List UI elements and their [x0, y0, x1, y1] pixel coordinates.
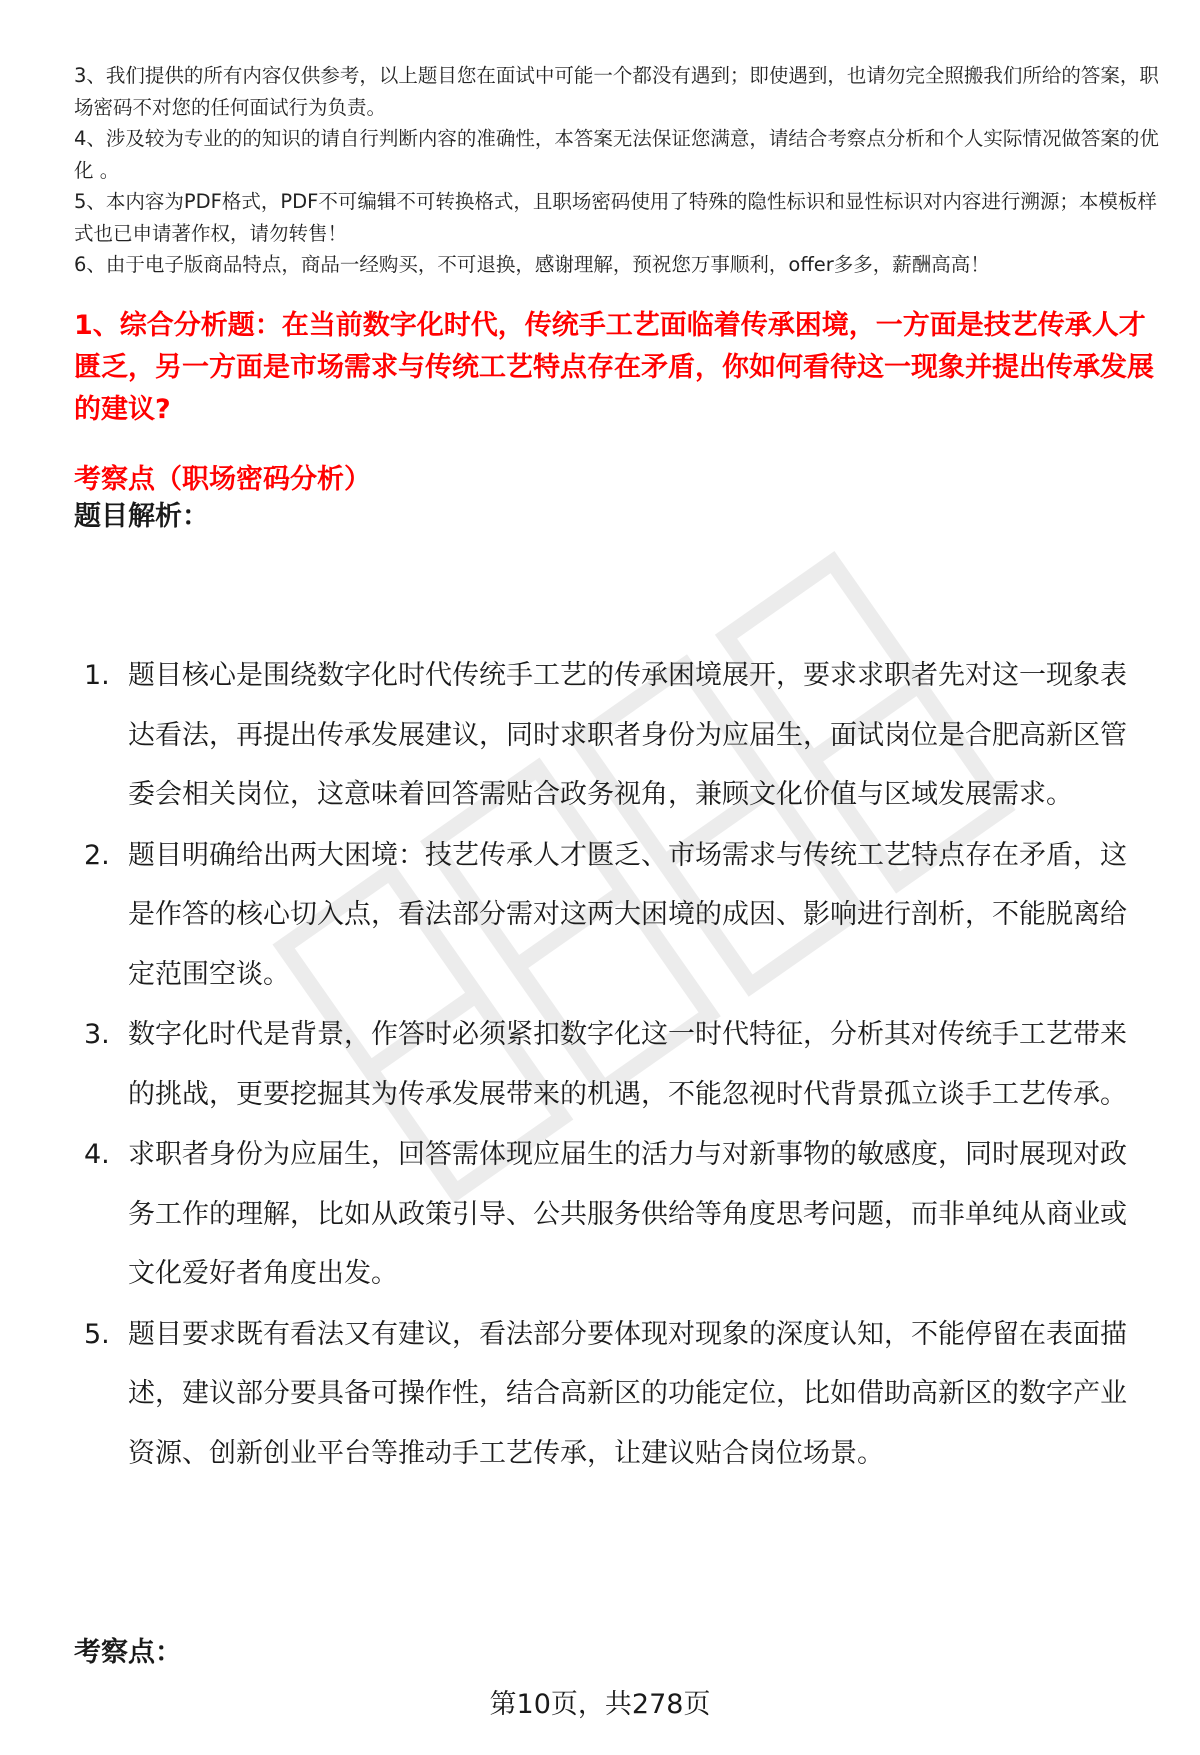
list-item-number: 4. [84, 1139, 110, 1170]
disclaimer-notes [74, 60, 1164, 281]
list-item-text: 求职者身份为应届生，回答需体现应届生的活力与对新事物的敏感度，同时展现对政务工作的理解，比如从政策引导、公共服务供给等角度思考问题，而非单纯从商业或文化爱好者角度出发。 [128, 1139, 1127, 1289]
list-item [74, 826, 1144, 1005]
note-item-4: 4、涉及较为专业的的知识的请自行判断内容的准确性，本答案无法保证您满意，请结合考察点分析和个人实际情况做答案的优化 。 [74, 127, 1159, 182]
analysis-heading: 题目解析： [74, 501, 209, 532]
list-item [74, 1305, 1144, 1484]
note-item-3: 3、我们提供的所有内容仅供参考，以上题目您在面试中可能一个都没有遇到；即使遇到，也请勿完全照搬我们所给的答案，职场密码不对您的任何面试行为负责。 [74, 64, 1159, 119]
list-item-number: 2. [84, 839, 110, 871]
analysis-list [74, 646, 1144, 1484]
list-item [74, 1125, 1144, 1304]
list-item-number: 3. [84, 1019, 110, 1050]
question-heading: 1、综合分析题：在当前数字化时代，传统手工艺面临着传承困境，一方面是技艺传承人才匮乏，另一方面是市场需求与传统工艺特点存在矛盾，你如何看待这一现象并提出传承发展的建议? [74, 310, 1154, 425]
list-item [74, 646, 1144, 825]
list-item-text: 题目核心是围绕数字化时代传统手工艺的传承困境展开，要求求职者先对这一现象表达看法，再提出传承发展建议，同时求职者身份为应届生，面试岗位是合肥高新区管委会相关岗位，这意味着回答需贴合政务视角，兼顾文化价值与区域发展需求。 [128, 660, 1127, 810]
kaochadian-analysis-heading: 考察点（职场密码分析） [74, 464, 371, 495]
note-item-6: 6、由于电子版商品特点，商品一经购买，不可退换，感谢理解，预祝您万事顺利，offer多多，薪酬高高！ [74, 253, 990, 276]
list-item-text: 题目要求既有看法又有建议，看法部分要体现对现象的深度认知，不能停留在表面描述，建议部分要具备可操作性，结合高新区的功能定位，比如借助高新区的数字产业资源、创新创业平台等推动手工艺传承，让建议贴合岗位场景。 [128, 1318, 1127, 1469]
kaochadian-heading: 考察点： [74, 1637, 182, 1668]
list-item-text: 题目明确给出两大困境：技艺传承人才匮乏、市场需求与传统工艺特点存在矛盾，这是作答的核心切入点，看法部分需对这两大困境的成因、影响进行剖析，不能脱离给定范围空谈。 [128, 839, 1127, 990]
list-item [74, 1005, 1144, 1124]
note-item-5: 5、本内容为PDF格式，PDF不可编辑不可转换格式，且职场密码使用了特殊的隐性标识和显性标识对内容进行溯源；本模板样式也已申请著作权，请勿转售！ [74, 190, 1157, 245]
list-item-number: 5. [84, 1318, 110, 1350]
list-item-text: 数字化时代是背景，作答时必须紧扣数字化这一时代特征，分析其对传统手工艺带来的挑战，更要挖掘其为传承发展带来的机遇，不能忽视时代背景孤立谈手工艺传承。 [128, 1019, 1127, 1110]
page-number-footer: 第10页，共278页 [489, 1689, 711, 1720]
list-item-number: 1. [84, 660, 110, 691]
